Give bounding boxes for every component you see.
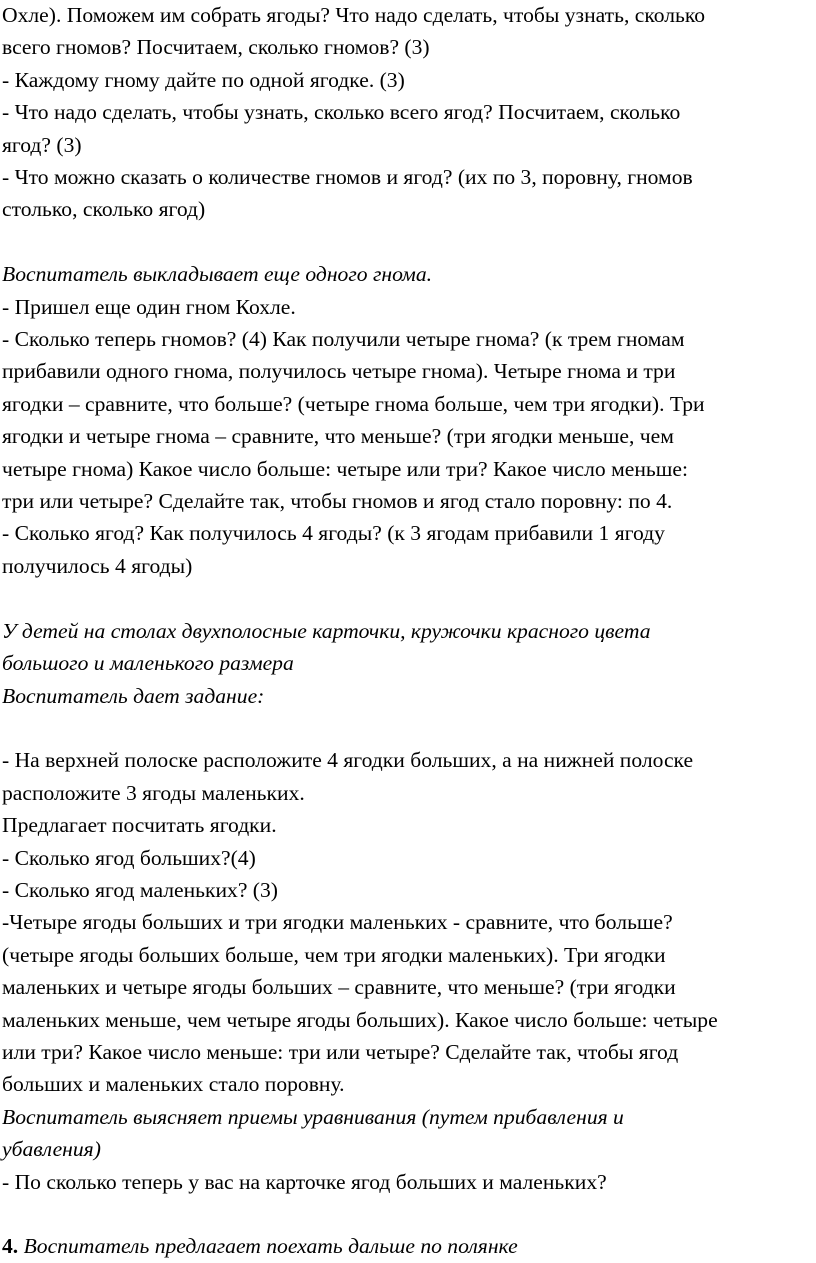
text-line: ягодки и четыре гнома – сравните, что меньше? (три ягодки меньше, чем — [2, 424, 674, 449]
text-line: получилось 4 ягоды) — [2, 553, 193, 578]
italic-line: Воспитатель выясняет приемы уравнивания (путем прибавления и — [2, 1104, 624, 1129]
text-line: - Пришел еще один гном Кохле. — [2, 294, 296, 319]
text-line: - Что можно сказать о количестве гномов и ягод? (их по 3, поровну, гномов — [2, 165, 693, 190]
text-line: Охле). Поможем им собрать ягоды? Что надо сделать, чтобы узнать, сколько — [2, 3, 706, 27]
italic-line: убавления) — [2, 1137, 101, 1162]
text-line: четыре гнома) Какое число больше: четыре или три? Какое число меньше: — [2, 456, 688, 481]
blank-line — [2, 712, 814, 744]
text-line: прибавили одного гнома, получилось четыре гнома). Четыре гнома и три — [2, 359, 676, 384]
text-line: больших и маленьких стало поровну. — [2, 1072, 345, 1097]
text-line: - Сколько теперь гномов? (4) Как получили четыре гнома? (к трем гномам — [2, 327, 685, 352]
text-line: ягодки – сравните, что больше? (четыре гнома больше, чем три ягодки). Три — [2, 391, 705, 416]
text-line: маленьких меньше, чем четыре ягоды больших). Какое число больше: четыре — [2, 1007, 718, 1032]
text-line: всего гномов? Посчитаем, сколько гномов? (3) — [2, 35, 430, 60]
blank-line — [2, 226, 814, 258]
section-text: Воспитатель предлагает поехать дальше по полянке — [18, 1234, 518, 1259]
text-line: -Четыре ягоды больших и три ягодки маленьких - сравните, что больше? — [2, 910, 673, 935]
text-line: или три? Какое число меньше: три или четыре? Сделайте так, чтобы ягод — [2, 1039, 679, 1064]
italic-line: У детей на столах двухполосные карточки, кружочки красного цвета — [2, 618, 651, 643]
text-line: - Сколько ягод маленьких? (3) — [2, 877, 278, 902]
text-line: - Сколько ягод больших?(4) — [2, 845, 256, 870]
section-number: 4. — [2, 1234, 19, 1259]
text-line: - Каждому гному дайте по одной ягодке. (3) — [2, 67, 405, 92]
text-line: (четыре ягоды больших больше, чем три ягодки маленьких). Три ягодки — [2, 942, 666, 967]
section-heading — [2, 1230, 814, 1262]
text-line: три или четыре? Сделайте так, чтобы гномов и ягод стало поровну: по 4. — [2, 489, 673, 514]
text-line: - По сколько теперь у вас на карточке ягод больших и маленьких? — [2, 1169, 607, 1194]
text-line: - Сколько ягод? Как получилось 4 ягоды? (к 3 ягодам прибавили 1 ягоду — [2, 521, 665, 546]
text-line: - На верхней полоске расположите 4 ягодки больших, а на нижней полоске — [2, 748, 694, 773]
text-line: ягод? (3) — [2, 132, 82, 157]
text-line: маленьких и четыре ягоды больших – сравните, что меньше? (три ягодки — [2, 975, 676, 1000]
italic-line: Воспитатель выкладывает еще одного гнома. — [2, 262, 433, 287]
italic-line: большого и маленького размера — [2, 651, 294, 676]
text-line: Предлагает посчитать ягодки. — [2, 813, 277, 838]
italic-line: Воспитатель дает задание: — [2, 683, 265, 708]
blank-line — [2, 582, 814, 614]
text-line: - Что надо сделать, чтобы узнать, сколько всего ягод? Посчитаем, сколько — [2, 100, 681, 125]
document-page — [2, 0, 814, 1263]
text-line: расположите 3 ягоды маленьких. — [2, 780, 305, 805]
blank-line — [2, 1198, 814, 1230]
text-line: столько, сколько ягод) — [2, 197, 206, 222]
